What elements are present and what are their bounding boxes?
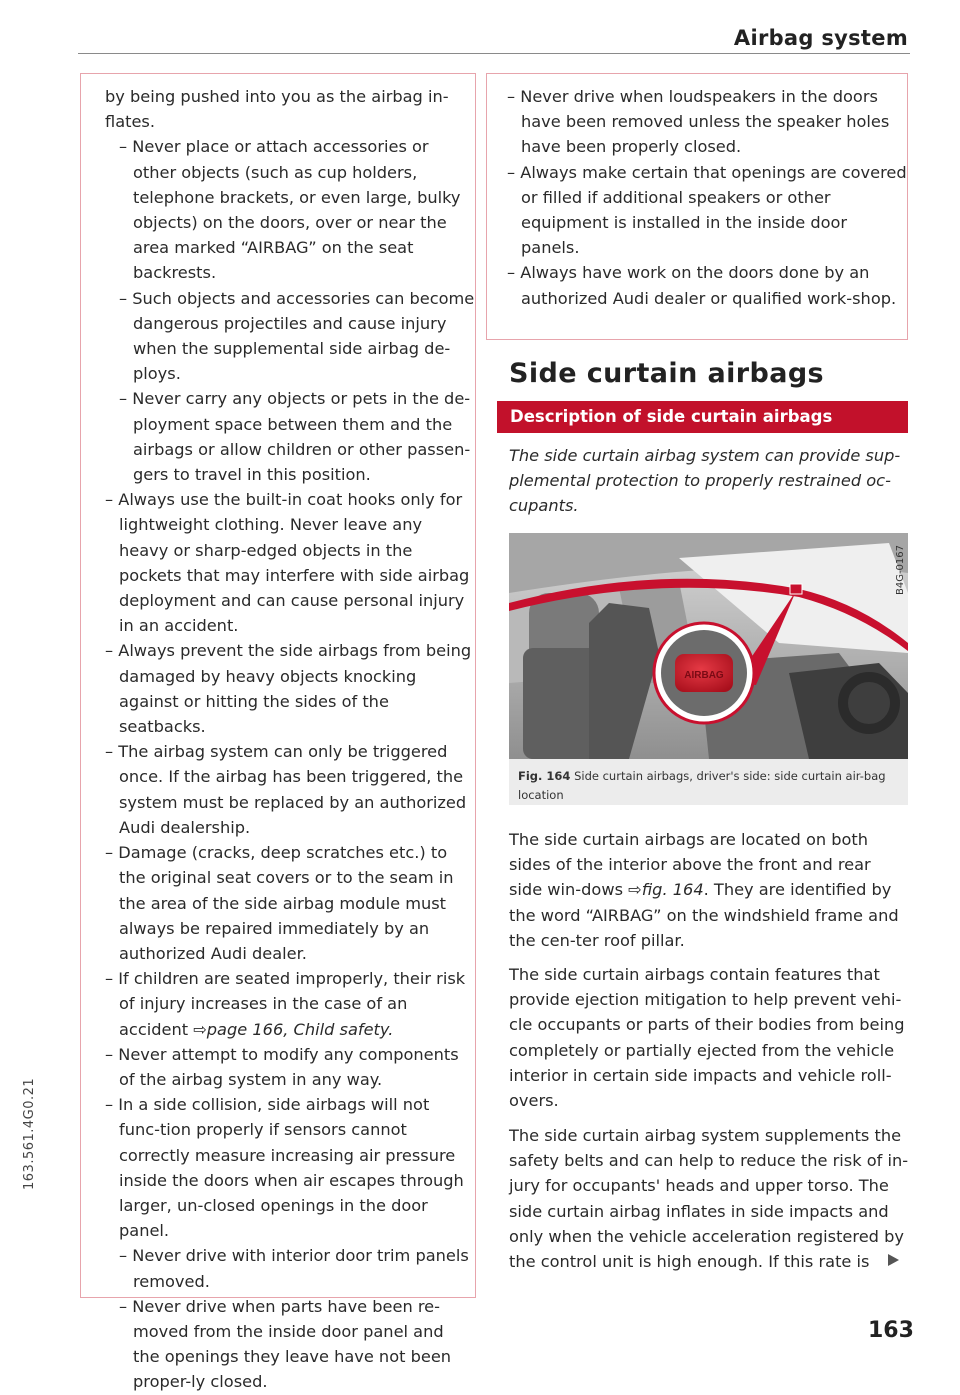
p1-text-b: . They are identified by the word “AIRBAG” on the windshield frame and the cen-ter roof pillar. — [509, 880, 899, 950]
section-title: Side curtain airbags — [509, 358, 825, 389]
warning-box-right — [486, 73, 908, 340]
warning-line: – Always have work on the doors done by an authorized Audi dealer or qualified work-shop. — [507, 263, 897, 308]
document-code: 163.561.4G0.21 — [22, 1077, 37, 1190]
body-paragraph-2: The side curtain airbags contain features that provide ejection mitigation to help prevent vehi-cle occupants or parts of their bodies from being completely or partially ejected from the vehicle interior in certain side impacts and vehicle roll-overs. — [509, 965, 905, 1111]
child-safety-text: – If children are seated improperly, their risk of injury increases in the case of an accident — [105, 969, 466, 1039]
warning-line: – Never carry any objects or pets in the de-ployment space between them and the airbags or allow children or other passen-gers to travel in this position. — [119, 389, 471, 485]
warning-line: – Never drive when loudspeakers in the doors have been removed unless the speaker holes have been properly closed. — [507, 87, 890, 157]
warning-line: – Never place or attach accessories or other objects (such as cup holders, telephone brackets, or even large, bulky objects) on the doors, over or near the area marked “AIRBAG” on the seat backrests. — [119, 137, 461, 283]
warning-line-child-safety — [105, 966, 475, 1042]
warning-line: – Always use the built-in coat hooks only for lightweight clothing. Never leave any heavy or sharp-edged objects in the pockets that may interfere with side airbag deployment and can cause personal injury in an accident. — [105, 490, 470, 636]
car-interior-illustration — [509, 533, 908, 759]
warning-line: – Always prevent the side airbags from being damaged by heavy objects knocking against or hitting the sides of the seatbacks. — [105, 641, 472, 737]
warning-box-left — [80, 73, 476, 1392]
caption-label: Fig. 164 — [518, 769, 571, 783]
figure-side-curtain-airbag — [509, 533, 908, 759]
figure-link[interactable]: ⇨fig. 164 — [628, 880, 704, 900]
warning-line: – Damage (cracks, deep scratches etc.) to the original seat covers or to the seam in the area of the side airbag module must always be repaired immediately by an authorized Audi dealer. — [105, 843, 454, 963]
figure-caption — [518, 767, 903, 805]
warning-line: by being pushed into you as the airbag in-flates. — [105, 87, 449, 132]
warning-line: – Such objects and accessories can become dangerous projectiles and cause injury when the supplemental side airbag de-ploys. — [119, 288, 475, 384]
warning-line: – Never attempt to modify any components of the airbag system in any way. — [105, 1044, 459, 1089]
warning-line: – Never drive with interior door trim panels removed. — [119, 1246, 469, 1291]
caption-text: Side curtain airbags, driver's side: side curtain air-bag location — [518, 769, 886, 802]
header-rule — [78, 53, 910, 54]
section-intro: The side curtain airbag system can provide sup-plemental protection to properly restrained oc-cupants. — [509, 446, 901, 516]
subheading-bar — [497, 401, 908, 433]
warning-line: – The airbag system can only be triggered once. If the airbag has been triggered, the system must be replaced by an authorized Audi dealership. — [105, 742, 467, 837]
airbag-badge-text: AIRBAG — [684, 670, 724, 681]
body-paragraph-1 — [509, 827, 909, 953]
header-title: Airbag system — [733, 26, 908, 50]
body-paragraph-3: The side curtain airbag system supplements the safety belts and can help to reduce the risk of in-jury for occupants' heads and upper torso. The side curtain airbag inflates in side impacts and only when the vehicle acceleration registered by the control unit is high enough. If this rate is — [509, 1126, 909, 1272]
figure-code: B4G-0167 — [895, 545, 906, 596]
warning-line: – In a side collision, side airbags will not func-tion properly if sensors cannot correctly measure increasing air pressure inside the doors when air escapes through larger, un-closed openings in the door panel. — [105, 1095, 464, 1241]
warning-line: – Always make certain that openings are covered or filled if additional speakers or other equipment is installed in the inside door panels. — [507, 162, 907, 258]
subheading: Description of side curtain airbags — [510, 407, 833, 426]
page-number: 163 — [868, 1318, 914, 1343]
continued-arrow-icon — [888, 1254, 899, 1266]
p1-text-a: The side curtain airbags are located on both sides of the interior above the front and rear side win-dows — [509, 830, 871, 900]
child-safety-page-link[interactable]: ⇨page 166, Child safety. — [193, 1019, 394, 1039]
warning-line: – Never drive when parts have been re-moved from the inside door panel and the openings they leave have not been proper-ly closed. — [119, 1296, 452, 1392]
figure-caption-box — [509, 759, 908, 805]
